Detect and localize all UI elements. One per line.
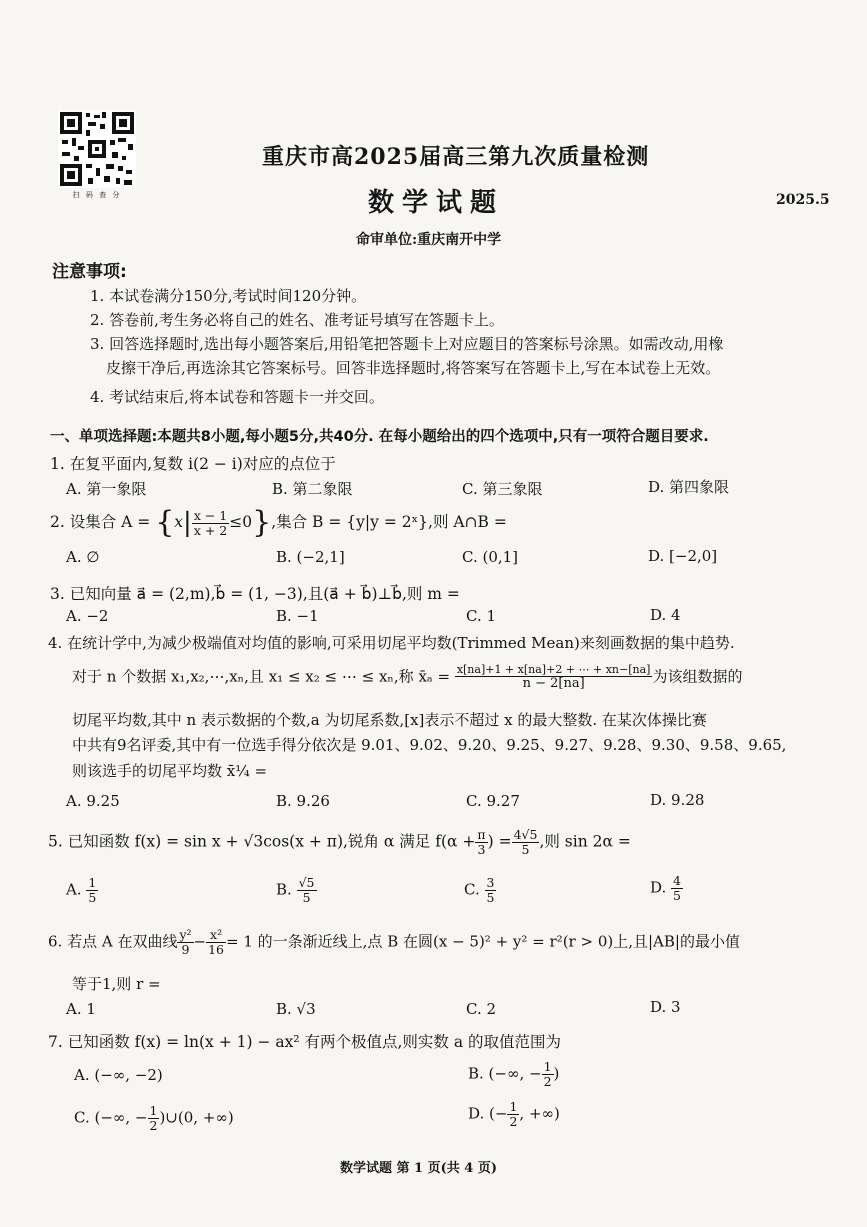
notice-item-4: 4. 考试结束后,将本试卷和答题卡一并交回。	[90, 388, 384, 406]
q2-option-b: B. (−2,1]	[276, 548, 345, 566]
q2-option-d: D. [−2,0]	[648, 547, 718, 565]
question-4-line-2: 对于 n 个数据 x₁,x₂,⋯,xₙ,且 x₁ ≤ x₂ ≤ ⋯ ≤ xₙ,称 x̄ₐ = $\frac{x[na]+1 + x[na]+2 + \cdots + xn-[na]}{n - 2[na]}$ 为该组数据的	[72, 663, 743, 692]
q6-option-c: C. 2	[466, 1000, 497, 1018]
qr-code	[58, 110, 136, 188]
q5-option-c: C. $\frac{3}{5}$	[464, 875, 495, 905]
qr-caption: 扫 码 查 分	[72, 191, 122, 199]
q3-option-b: B. −1	[276, 607, 319, 625]
notice-item-3-cont: 皮擦干净后,再选涂其它答案标号。回答非选择题时,将答案写在答题卡上,写在本试卷上无效。	[106, 359, 721, 377]
question-7-stem: 7. 已知函数 f(x) = ln(x + 1) − ax² 有两个极值点,则实数 a 的取值范围为	[48, 1033, 562, 1051]
q4-option-b: B. 9.26	[276, 792, 330, 810]
question-6-line-2: 等于1,则 r =	[72, 975, 161, 993]
q7-option-d: D. (− $\frac{1}{2}$ , +∞)	[468, 1099, 560, 1129]
author-unit: 命审单位:重庆南开中学	[356, 232, 502, 248]
q7-option-a: A. (−∞, −2)	[74, 1066, 163, 1084]
notice-heading: 注意事项:	[52, 262, 127, 282]
q4-option-a: A. 9.25	[66, 792, 120, 810]
q7-option-c: C. (−∞, − $\frac{1}{2}$ )∪(0, +∞)	[74, 1103, 234, 1133]
question-1-stem: 1. 在复平面内,复数 i(2 − i)对应的点位于	[50, 455, 336, 473]
q1-option-b: B. 第二象限	[272, 480, 353, 498]
q3-option-c: C. 1	[466, 607, 497, 625]
q1-option-d: D. 第四象限	[648, 478, 730, 496]
page-footer: 数学试题 第 1 页(共 4 页)	[340, 1161, 498, 1176]
question-4-line-1: 4. 在统计学中,为减少极端值对均值的影响,可采用切尾平均数(Trimmed Mean)来刻画数据的集中趋势.	[48, 634, 735, 652]
q1-option-a: A. 第一象限	[66, 480, 147, 498]
question-4-line-3: 切尾平均数,其中 n 表示数据的个数,a 为切尾系数,[x]表示不超过 x 的最大整数. 在某次体操比赛	[72, 711, 707, 729]
q5-option-d: D. $\frac{4}{5}$	[650, 873, 681, 903]
exam-date: 2025.5	[776, 192, 830, 208]
q4-option-d: D. 9.28	[650, 791, 705, 809]
question-2-stem: 2. 设集合 A = {x| $\frac{x - 1}{x + 2}$ ≤0},集合 B = {y|y = 2ˣ},则 A∩B =	[50, 505, 507, 540]
q7-option-b: B. (−∞, − $\frac{1}{2}$ )	[468, 1059, 560, 1089]
question-5-stem: 5. 已知函数 f(x) = sin x + √3cos(x + π),锐角 α 满足 f(α + $\frac{\pi}{3}$ ) = $\frac{4√5}{5}$ ,则 sin 2α =	[48, 827, 631, 857]
notice-item-3: 3. 回答选择题时,选出每小题答案后,用铅笔把答题卡上对应题目的答案标号涂黑。如需改动,用橡	[90, 335, 724, 353]
question-6-stem: 6. 若点 A 在双曲线 $\frac{\text{y²}}{9}$ − $\frac{\text{x²}}{16}$ = 1 的一条渐近线上,点 B 在圆(x − 5)² + y² = r²(r > 0)上,且|AB|的最小值	[48, 927, 740, 957]
q4-trimmed-mean-fraction: $\frac{x[na]+1 + x[na]+2 + \cdots + xn-[na]}{n - 2[na]}$	[456, 663, 651, 692]
q5-option-a: A. $\frac{1}{5}$	[66, 875, 97, 905]
q2-option-c: C. (0,1]	[462, 548, 519, 566]
exam-title: 重庆市高2025届高三第九次质量检测	[262, 144, 650, 170]
q6-option-b: B. √3	[276, 1000, 316, 1018]
q3-option-a: A. −2	[66, 607, 109, 625]
question-3-stem: 3. 已知向量 a⃗ = (2,m),b⃗ = (1, −3),且(a⃗ + b⃗)⊥b⃗,则 m =	[50, 585, 460, 603]
subject-title: 数学试题	[368, 188, 505, 218]
q2-option-a: A. ∅	[66, 548, 100, 566]
section-heading: 一、单项选择题:本题共8小题,每小题5分,共40分. 在每小题给出的四个选项中,只有一项符合题目要求.	[50, 429, 709, 445]
q3-option-d: D. 4	[650, 606, 681, 624]
q6-option-a: A. 1	[66, 1000, 96, 1018]
q5-option-b: B. $\frac{√5}{5}$	[276, 875, 315, 905]
q2-fraction: $\frac{x - 1}{x + 2}$	[193, 507, 228, 538]
notice-item-2: 2. 答卷前,考生务必将自己的姓名、准考证号填写在答题卡上。	[90, 311, 504, 329]
q4-option-c: C. 9.27	[466, 792, 520, 810]
question-4-line-5: 则该选手的切尾平均数 x̄¼ =	[72, 762, 268, 780]
notice-item-1: 1. 本试卷满分150分,考试时间120分钟。	[90, 287, 367, 305]
q1-option-c: C. 第三象限	[462, 480, 543, 498]
question-4-line-4: 中共有9名评委,其中有一位选手得分依次是 9.01、9.02、9.20、9.25、9.27、9.28、9.30、9.58、9.65,	[72, 736, 787, 754]
q6-option-d: D. 3	[650, 998, 681, 1016]
